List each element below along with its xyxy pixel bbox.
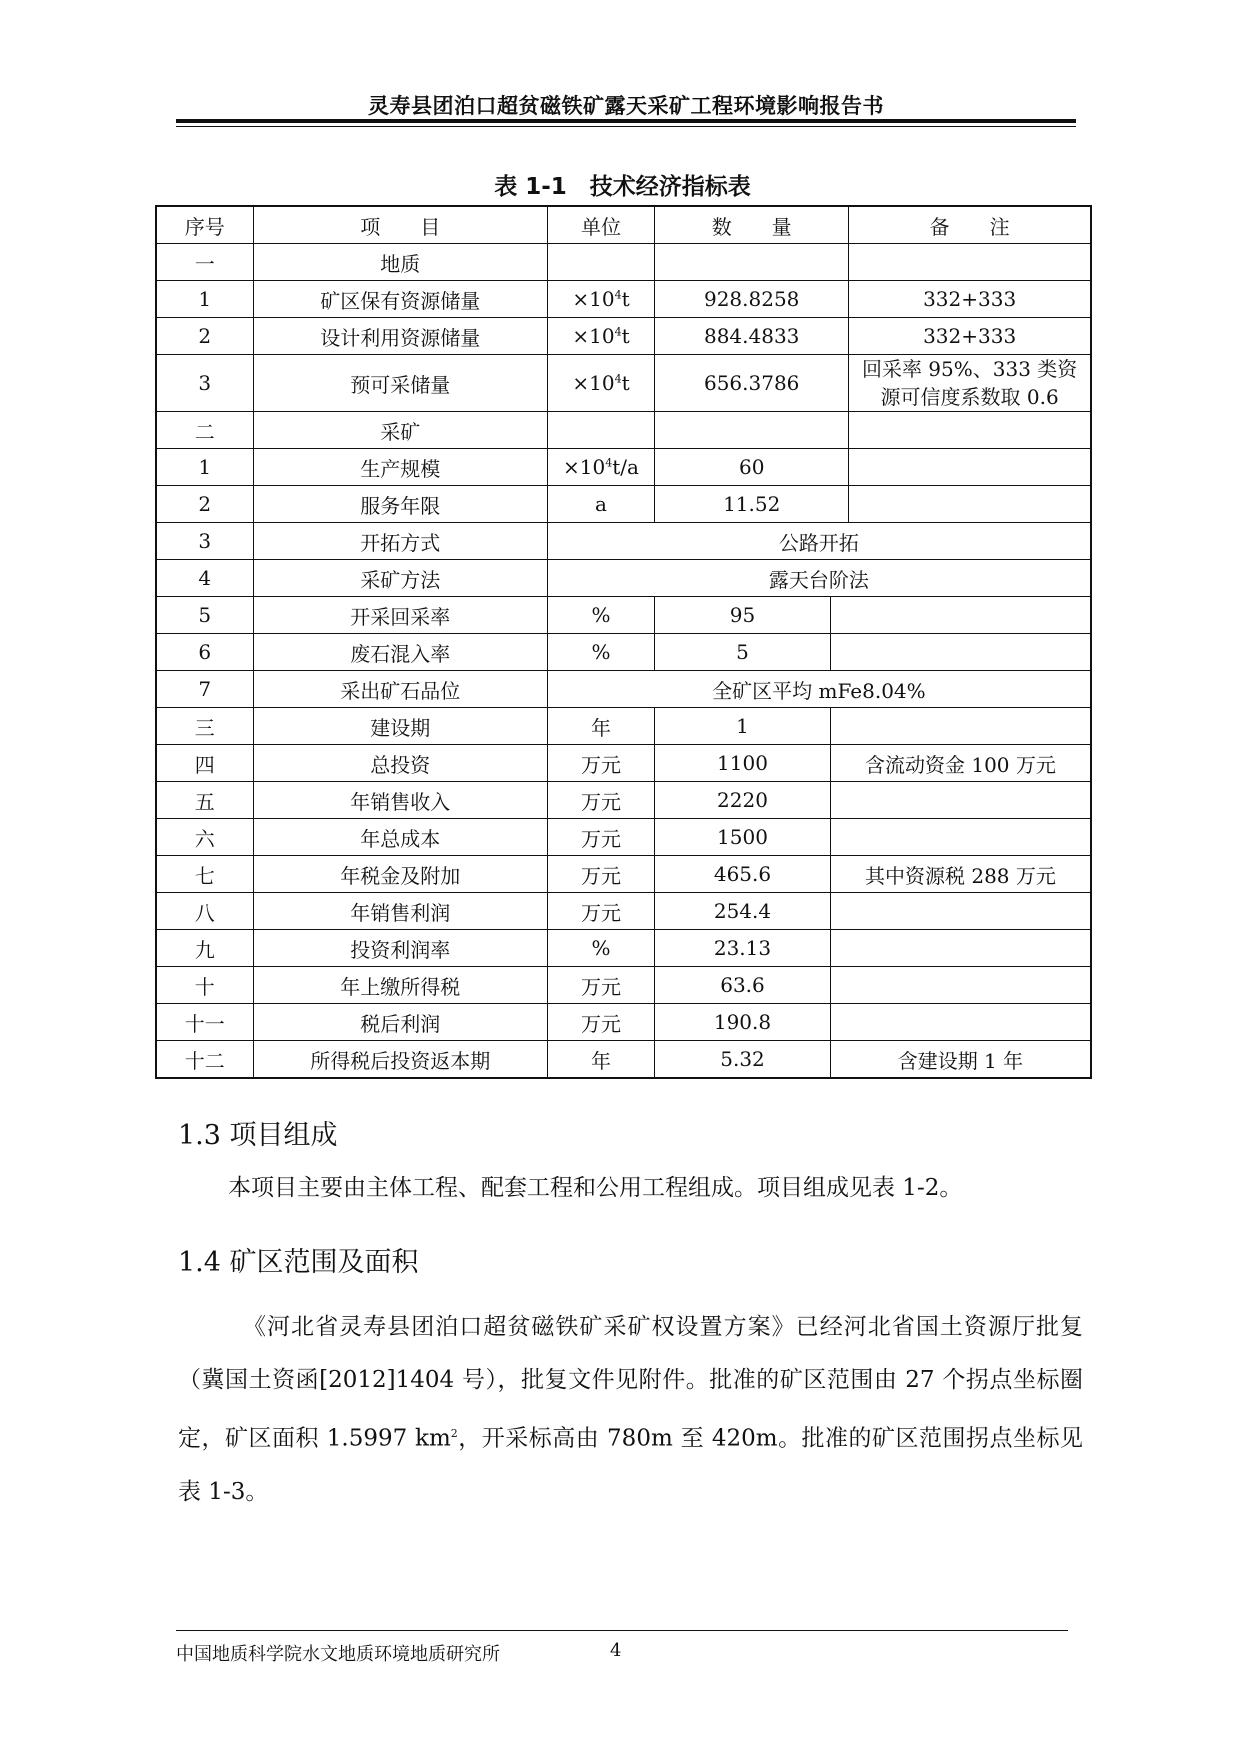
cell-no: 3 <box>156 523 253 560</box>
cell-item: 建设期 <box>253 708 547 745</box>
table-row <box>156 412 1091 449</box>
section-heading-1-4: 1.4 矿区范围及面积 <box>178 1247 419 1278</box>
cell-note <box>849 355 1091 412</box>
cell-note <box>830 819 1091 856</box>
cell-note <box>830 967 1091 1004</box>
unit-sup: 4 <box>614 372 622 386</box>
cell-qty: 60 <box>655 449 849 486</box>
cell-no: 3 <box>156 355 253 412</box>
cell-qty: 1500 <box>655 819 831 856</box>
table-row <box>156 597 1091 634</box>
cell-item: 年税金及附加 <box>253 856 547 893</box>
cell-note <box>849 244 1091 281</box>
cell-qty: 656.3786 <box>655 355 849 412</box>
tech-economic-table <box>155 205 1092 1079</box>
cell-unit: % <box>547 597 654 634</box>
unit-suffix: t <box>621 371 630 395</box>
table-row <box>156 355 1091 412</box>
area-unit-sup: 2 <box>450 1427 458 1440</box>
cell-note <box>830 930 1091 967</box>
table-row <box>156 1004 1091 1041</box>
cell-unit <box>547 412 654 449</box>
cell-note <box>830 634 1091 671</box>
table-row <box>156 708 1091 745</box>
section-1-3-paragraph: 本项目主要由主体工程、配套工程和公用工程组成。项目组成见表 1-2。 <box>228 1175 963 1201</box>
cell-no: 4 <box>156 560 253 597</box>
cell-note <box>849 412 1091 449</box>
header-rule-thick <box>176 119 1076 123</box>
cell-item: 服务年限 <box>253 486 547 523</box>
table-row <box>156 893 1091 930</box>
table-row <box>156 281 1091 318</box>
cell-no: 二 <box>156 412 253 449</box>
cell-note <box>830 597 1091 634</box>
table-row <box>156 671 1091 708</box>
table-row <box>156 449 1091 486</box>
cell-no: 6 <box>156 634 253 671</box>
cell-unit: 万元 <box>547 1004 654 1041</box>
cell-no: 7 <box>156 671 253 708</box>
cell-unit <box>547 281 654 318</box>
cell-unit: 万元 <box>547 819 654 856</box>
table-row <box>156 244 1091 281</box>
cell-unit <box>547 318 654 355</box>
table-row <box>156 856 1091 893</box>
unit-prefix: ×10 <box>572 287 615 311</box>
unit-prefix: ×10 <box>563 455 606 479</box>
cell-merged: 公路开拓 <box>547 523 1091 560</box>
cell-no: 三 <box>156 708 253 745</box>
document-title: 灵寿县团泊口超贫磁铁矿露天采矿工程环境影响报告书 <box>368 94 884 118</box>
cell-qty: 95 <box>655 597 831 634</box>
table-caption: 表 1-1 技术经济指标表 <box>494 174 751 200</box>
unit-prefix: ×10 <box>572 371 615 395</box>
table-row <box>156 523 1091 560</box>
cell-unit <box>547 449 654 486</box>
page-header <box>176 86 1076 126</box>
section-heading-1-3: 1.3 项目组成 <box>178 1120 338 1151</box>
cell-no: 五 <box>156 782 253 819</box>
page-footer <box>176 1630 1068 1665</box>
cell-qty: 63.6 <box>655 967 831 1004</box>
cell-item: 开采回采率 <box>253 597 547 634</box>
unit-sup: 4 <box>614 288 622 302</box>
cell-no: 1 <box>156 449 253 486</box>
cell-item: 总投资 <box>253 745 547 782</box>
cell-item: 投资利润率 <box>253 930 547 967</box>
table-row <box>156 930 1091 967</box>
col-header-item: 项 目 <box>253 206 547 244</box>
table-row <box>156 745 1091 782</box>
cell-qty <box>655 244 849 281</box>
table-row <box>156 967 1091 1004</box>
cell-merged: 露天台阶法 <box>547 560 1091 597</box>
page-number: 4 <box>610 1640 622 1661</box>
cell-qty: 1 <box>655 708 831 745</box>
section-1-4-paragraph <box>178 1301 1083 1519</box>
cell-unit: 万元 <box>547 856 654 893</box>
cell-unit <box>547 355 654 412</box>
unit-sup: 4 <box>605 456 613 470</box>
table-header-row <box>156 206 1091 244</box>
col-header-no: 序号 <box>156 206 253 244</box>
cell-unit: 万元 <box>547 745 654 782</box>
cell-no: 一 <box>156 244 253 281</box>
header-rule-thin <box>176 126 1076 127</box>
cell-note <box>830 782 1091 819</box>
cell-item: 税后利润 <box>253 1004 547 1041</box>
cell-item: 采矿 <box>253 412 547 449</box>
cell-item: 年上缴所得税 <box>253 967 547 1004</box>
cell-unit: 万元 <box>547 782 654 819</box>
cell-item: 年销售利润 <box>253 893 547 930</box>
cell-qty: 23.13 <box>655 930 831 967</box>
cell-no: 十一 <box>156 1004 253 1041</box>
cell-merged: 全矿区平均 mFe8.04% <box>547 671 1091 708</box>
paragraph-text: 《河北省灵寿县团泊口超贫磁铁矿采矿权设置方案》已经河北省国土资源厅批复（冀国土资函[2012]1404 号），批复文件见附件。批准的矿区范围由 27 个拐点坐标圈定，矿区面积 1.5997 km <box>178 1314 1083 1452</box>
cell-note <box>849 486 1091 523</box>
cell-note <box>830 1004 1091 1041</box>
cell-qty: 254.4 <box>655 893 831 930</box>
table-row <box>156 634 1091 671</box>
cell-note <box>849 449 1091 486</box>
cell-qty: 190.8 <box>655 1004 831 1041</box>
cell-unit: % <box>547 634 654 671</box>
col-header-unit: 单位 <box>547 206 654 244</box>
cell-no: 六 <box>156 819 253 856</box>
table-row <box>156 819 1091 856</box>
unit-suffix: t/a <box>612 455 639 479</box>
cell-qty <box>655 412 849 449</box>
cell-no: 七 <box>156 856 253 893</box>
cell-item: 地质 <box>253 244 547 281</box>
paragraph-text: ，开采标高由 780m 至 420m。批准的矿区范围拐点坐标见表 1-3。 <box>178 1425 1083 1505</box>
cell-unit: 万元 <box>547 893 654 930</box>
cell-unit: 年 <box>547 1041 654 1079</box>
table-row <box>156 1041 1091 1079</box>
cell-note <box>830 708 1091 745</box>
cell-note <box>830 893 1091 930</box>
cell-item: 开拓方式 <box>253 523 547 560</box>
unit-suffix: t <box>621 287 630 311</box>
col-header-qty: 数 量 <box>655 206 849 244</box>
cell-qty: 465.6 <box>655 856 831 893</box>
cell-no: 5 <box>156 597 253 634</box>
cell-qty: 11.52 <box>655 486 849 523</box>
col-header-note: 备 注 <box>849 206 1091 244</box>
cell-qty: 2220 <box>655 782 831 819</box>
cell-qty: 884.4833 <box>655 318 849 355</box>
cell-no: 九 <box>156 930 253 967</box>
cell-item: 采矿方法 <box>253 560 547 597</box>
note-line: 源可信度系数取 0.6 <box>880 385 1059 409</box>
cell-item: 生产规模 <box>253 449 547 486</box>
cell-item: 设计利用资源储量 <box>253 318 547 355</box>
unit-prefix: ×10 <box>572 324 615 348</box>
cell-no: 2 <box>156 318 253 355</box>
cell-unit: % <box>547 930 654 967</box>
table-row <box>156 560 1091 597</box>
table-row <box>156 318 1091 355</box>
cell-item: 年销售收入 <box>253 782 547 819</box>
cell-no: 十 <box>156 967 253 1004</box>
table-row <box>156 782 1091 819</box>
cell-unit <box>547 244 654 281</box>
note-line: 回采率 95%、333 类资 <box>861 357 1078 381</box>
cell-unit: a <box>547 486 654 523</box>
cell-note: 332+333 <box>849 281 1091 318</box>
footer-organization: 中国地质科学院水文地质环境地质研究所 <box>176 1644 500 1665</box>
cell-qty: 1100 <box>655 745 831 782</box>
cell-note: 含建设期 1 年 <box>830 1041 1091 1079</box>
cell-no: 十二 <box>156 1041 253 1079</box>
cell-note: 含流动资金 100 万元 <box>830 745 1091 782</box>
cell-note: 其中资源税 288 万元 <box>830 856 1091 893</box>
cell-item: 废石混入率 <box>253 634 547 671</box>
cell-item: 所得税后投资返本期 <box>253 1041 547 1079</box>
footer-rule <box>176 1630 1068 1631</box>
cell-item: 采出矿石品位 <box>253 671 547 708</box>
unit-suffix: t <box>621 324 630 348</box>
cell-unit: 万元 <box>547 967 654 1004</box>
cell-item: 预可采储量 <box>253 355 547 412</box>
cell-no: 1 <box>156 281 253 318</box>
table-row <box>156 486 1091 523</box>
cell-qty: 928.8258 <box>655 281 849 318</box>
cell-qty: 5.32 <box>655 1041 831 1079</box>
cell-qty: 5 <box>655 634 831 671</box>
cell-note: 332+333 <box>849 318 1091 355</box>
cell-item: 矿区保有资源储量 <box>253 281 547 318</box>
cell-no: 八 <box>156 893 253 930</box>
unit-sup: 4 <box>614 325 622 339</box>
cell-item: 年总成本 <box>253 819 547 856</box>
cell-no: 2 <box>156 486 253 523</box>
cell-no: 四 <box>156 745 253 782</box>
cell-unit: 年 <box>547 708 654 745</box>
